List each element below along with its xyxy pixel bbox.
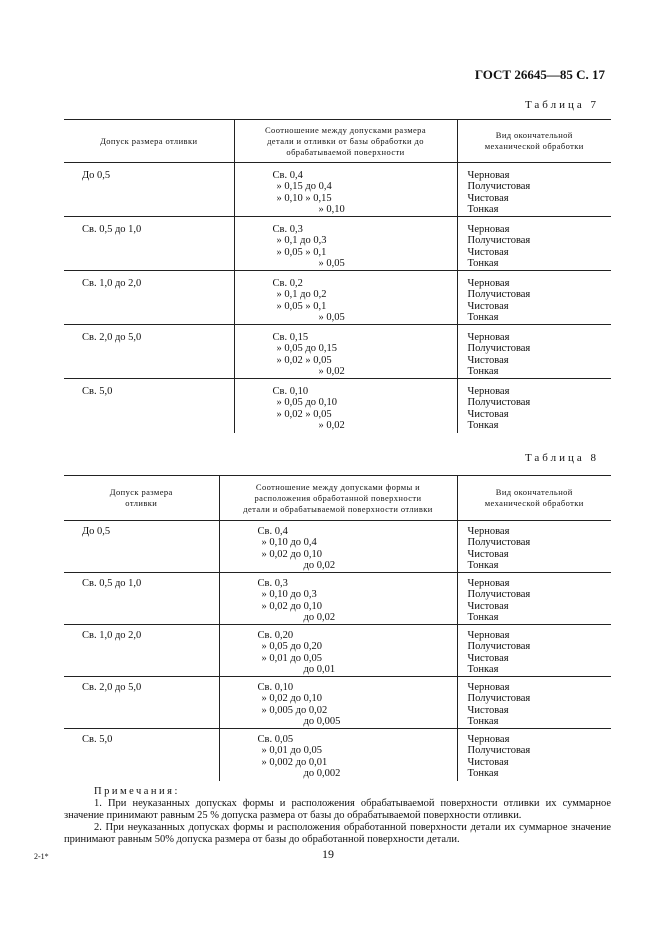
machining-type-line: Черновая bbox=[467, 578, 510, 589]
header-line: Допуск размера bbox=[109, 487, 173, 497]
table7-header-machining bbox=[457, 120, 611, 163]
note-item: 2. При неуказанных допусках формы и расположения обработанной поверхности детали их суммарное значение принимают равным 50% допуска размера от базы до обработанной поверхности детали. bbox=[64, 822, 611, 845]
table7-header-ratio bbox=[234, 120, 457, 163]
header-line: механической обработки bbox=[484, 498, 584, 508]
machining-type-cell bbox=[457, 325, 611, 379]
machining-type-line: Тонкая bbox=[467, 715, 499, 727]
tolerance-ratio-cell bbox=[234, 379, 457, 433]
ratio-line: » 0,02 bbox=[318, 419, 345, 431]
machining-type-line: Получистовая bbox=[467, 235, 531, 247]
machining-type-cell bbox=[457, 677, 611, 729]
tolerance-ratio-cell bbox=[219, 677, 457, 729]
tolerance-ratio-cell bbox=[234, 163, 457, 217]
machining-type-line: Тонкая bbox=[467, 365, 499, 377]
ratio-line: » 0,05 » 0,1 bbox=[276, 246, 327, 258]
machining-type-line: Получистовая bbox=[467, 641, 531, 653]
machining-type-line: Черновая bbox=[467, 682, 510, 693]
ratio-line: до 0,02 bbox=[303, 559, 336, 571]
table8-header-ratio bbox=[219, 476, 457, 521]
table-row bbox=[64, 217, 611, 271]
header-line: отливки bbox=[125, 498, 158, 508]
machining-type-cell bbox=[457, 379, 611, 433]
ratio-line: Св. 0,05 bbox=[257, 734, 294, 745]
machining-type-line: Чистовая bbox=[467, 756, 509, 768]
ratio-line: » 0,05 » 0,1 bbox=[276, 300, 327, 312]
notes-section bbox=[64, 786, 611, 846]
machining-type-line: Черновая bbox=[467, 332, 510, 343]
machining-type-line: Получистовая bbox=[467, 397, 531, 409]
ratio-line: » 0,02 до 0,10 bbox=[261, 600, 322, 612]
tolerance-ratio-cell bbox=[219, 625, 457, 677]
ratio-line: » 0,10 bbox=[318, 203, 345, 215]
table7-header-tolerance bbox=[64, 120, 234, 163]
ratio-line: » 0,05 до 0,20 bbox=[261, 641, 322, 653]
ratio-line: Св. 0,4 bbox=[257, 526, 288, 537]
ratio-line: » 0,10 » 0,15 bbox=[276, 192, 332, 204]
table8-header-machining bbox=[457, 476, 611, 521]
header-line: Соотношение между допусками размера bbox=[264, 124, 426, 135]
machining-type-line: Чистовая bbox=[467, 600, 509, 612]
table8-header-tolerance bbox=[64, 476, 219, 521]
machining-type-line: Чистовая bbox=[467, 246, 509, 258]
tolerance-range-cell: Св. 0,5 до 1,0 bbox=[64, 573, 219, 625]
machining-type-line: Черновая bbox=[467, 630, 510, 641]
ratio-line: до 0,02 bbox=[303, 611, 336, 623]
ratio-line: » 0,02 bbox=[318, 365, 345, 377]
machining-type-line: Тонкая bbox=[467, 767, 499, 779]
header-line: детали и отливки от базы обработки до bbox=[267, 135, 424, 146]
table7 bbox=[64, 119, 611, 433]
machining-type-cell bbox=[457, 729, 611, 781]
table8-caption: Таблица 8 bbox=[524, 452, 599, 464]
ratio-line: » 0,02 до 0,10 bbox=[261, 548, 322, 560]
header-line: расположения обработанной поверхности bbox=[254, 492, 422, 503]
machining-type-line: Черновая bbox=[467, 278, 510, 289]
header-line: обрабатываемой поверхности bbox=[286, 146, 405, 157]
machining-type-line: Тонкая bbox=[467, 311, 499, 323]
ratio-line: » 0,002 до 0,01 bbox=[261, 756, 328, 768]
tolerance-range-cell: До 0,5 bbox=[82, 526, 111, 537]
header-line: механической обработки bbox=[484, 141, 584, 151]
machining-type-line: Получистовая bbox=[467, 343, 531, 355]
tolerance-ratio-cell bbox=[219, 573, 457, 625]
tolerance-range-cell: Св. 2,0 до 5,0 bbox=[64, 325, 234, 379]
machining-type-line: Получистовая bbox=[467, 181, 531, 193]
machining-type-line: Черновая bbox=[467, 526, 510, 537]
ratio-line: » 0,10 до 0,3 bbox=[261, 589, 317, 601]
table-row bbox=[64, 729, 611, 781]
ratio-line: » 0,02 до 0,10 bbox=[261, 693, 322, 705]
ratio-line: » 0,01 до 0,05 bbox=[261, 745, 322, 757]
machining-type-line: Получистовая bbox=[467, 745, 531, 757]
machining-type-line: Чистовая bbox=[467, 652, 509, 664]
table8 bbox=[64, 475, 611, 781]
tolerance-range-cell: Св. 2,0 до 5,0 bbox=[64, 677, 219, 729]
page-number: 19 bbox=[322, 847, 334, 861]
ratio-line: » 0,005 до 0,02 bbox=[261, 704, 328, 716]
ratio-line: Св. 0,15 bbox=[272, 332, 309, 343]
tolerance-ratio-cell bbox=[234, 217, 457, 271]
ratio-line: » 0,05 bbox=[318, 257, 345, 269]
tolerance-range-cell: Св. 1,0 до 2,0 bbox=[64, 625, 219, 677]
machining-type-line: Чистовая bbox=[467, 704, 509, 716]
machining-type-line: Получистовая bbox=[467, 289, 531, 301]
footnote-mark: 2-1* bbox=[34, 852, 49, 861]
tolerance-range-cell: Св. 1,0 до 2,0 bbox=[64, 271, 234, 325]
machining-type-line: Тонкая bbox=[467, 611, 499, 623]
tolerance-range-cell: Св. 0,5 до 1,0 bbox=[64, 217, 234, 271]
machining-type-line: Чистовая bbox=[467, 354, 509, 366]
machining-type-line: Тонкая bbox=[467, 663, 499, 675]
ratio-line: » 0,05 до 0,10 bbox=[276, 397, 337, 409]
machining-type-cell bbox=[457, 521, 611, 573]
machining-type-line: Получистовая bbox=[467, 537, 531, 549]
table-row bbox=[64, 379, 611, 433]
table-row bbox=[64, 521, 611, 573]
table7-header-row bbox=[64, 120, 611, 163]
ratio-line: Св. 0,3 bbox=[257, 578, 288, 589]
machining-type-line: Чистовая bbox=[467, 192, 509, 204]
table-row bbox=[64, 573, 611, 625]
machining-type-line: Черновая bbox=[467, 224, 510, 235]
tolerance-range-cell: До 0,5 bbox=[82, 170, 111, 181]
machining-type-line: Тонкая bbox=[467, 203, 499, 215]
tolerance-ratio-cell bbox=[219, 521, 457, 573]
machining-type-line: Тонкая bbox=[467, 419, 499, 431]
ratio-line: Св. 0,20 bbox=[257, 630, 294, 641]
table-row bbox=[64, 271, 611, 325]
tolerance-ratio-cell bbox=[234, 325, 457, 379]
machining-type-line: Получистовая bbox=[467, 589, 531, 601]
ratio-line: » 0,02 » 0,05 bbox=[276, 408, 332, 420]
table8-header-row bbox=[64, 476, 611, 521]
machining-type-cell bbox=[457, 271, 611, 325]
ratio-line: Св. 0,10 bbox=[272, 386, 309, 397]
tolerance-ratio-cell bbox=[234, 271, 457, 325]
ratio-line: » 0,05 до 0,15 bbox=[276, 343, 337, 355]
tolerance-range-cell: Св. 5,0 bbox=[64, 379, 234, 433]
machining-type-line: Тонкая bbox=[467, 559, 499, 571]
ratio-line: до 0,005 bbox=[303, 715, 341, 727]
ratio-line: до 0,002 bbox=[303, 767, 341, 779]
table-row bbox=[64, 677, 611, 729]
ratio-line: » 0,01 до 0,05 bbox=[261, 652, 322, 664]
table-row bbox=[64, 325, 611, 379]
ratio-line: » 0,15 до 0,4 bbox=[276, 181, 332, 193]
header-line: детали и обрабатываемой поверхности отливки bbox=[243, 503, 433, 514]
machining-type-line: Чистовая bbox=[467, 408, 509, 420]
table-row bbox=[64, 625, 611, 677]
machining-type-line: Тонкая bbox=[467, 257, 499, 269]
ratio-line: Св. 0,3 bbox=[272, 224, 303, 235]
machining-type-cell bbox=[457, 163, 611, 217]
ratio-line: » 0,05 bbox=[318, 311, 345, 323]
tolerance-range-cell: Св. 5,0 bbox=[64, 729, 219, 781]
machining-type-line: Черновая bbox=[467, 170, 510, 181]
ratio-line: » 0,1 до 0,3 bbox=[276, 235, 327, 247]
header-line: Вид окончательной bbox=[495, 487, 573, 497]
ratio-line: Св. 0,4 bbox=[272, 170, 303, 181]
table-row bbox=[64, 163, 611, 217]
ratio-line: Св. 0,10 bbox=[257, 682, 294, 693]
ratio-line: до 0,01 bbox=[303, 663, 336, 675]
machining-type-cell bbox=[457, 573, 611, 625]
machining-type-line: Чистовая bbox=[467, 548, 509, 560]
machining-type-line: Черновая bbox=[467, 734, 510, 745]
ratio-line: » 0,1 до 0,2 bbox=[276, 289, 327, 301]
notes-title: Примечания: bbox=[94, 786, 180, 797]
machining-type-line: Черновая bbox=[467, 386, 510, 397]
machining-type-cell bbox=[457, 217, 611, 271]
ratio-line: » 0,02 » 0,05 bbox=[276, 354, 332, 366]
machining-type-cell bbox=[457, 625, 611, 677]
ratio-line: Св. 0,2 bbox=[272, 278, 303, 289]
header-line: Вид окончательной bbox=[495, 130, 573, 140]
tolerance-ratio-cell bbox=[219, 729, 457, 781]
machining-type-line: Получистовая bbox=[467, 693, 531, 705]
ratio-line: » 0,10 до 0,4 bbox=[261, 537, 317, 549]
header-line: Допуск размера отливки bbox=[100, 135, 198, 146]
table7-caption: Таблица 7 bbox=[524, 99, 599, 111]
document-header: ГОСТ 26645—85 С. 17 bbox=[474, 67, 605, 82]
header-line: Соотношение между допусками формы и bbox=[255, 481, 421, 492]
machining-type-line: Чистовая bbox=[467, 300, 509, 312]
note-item: 1. При неуказанных допусках формы и расположения обрабатываемой поверхности отливки их суммарное значение принимают равным 25 % допуска размера от базы до обрабатываемой поверхности отливки. bbox=[64, 798, 611, 821]
